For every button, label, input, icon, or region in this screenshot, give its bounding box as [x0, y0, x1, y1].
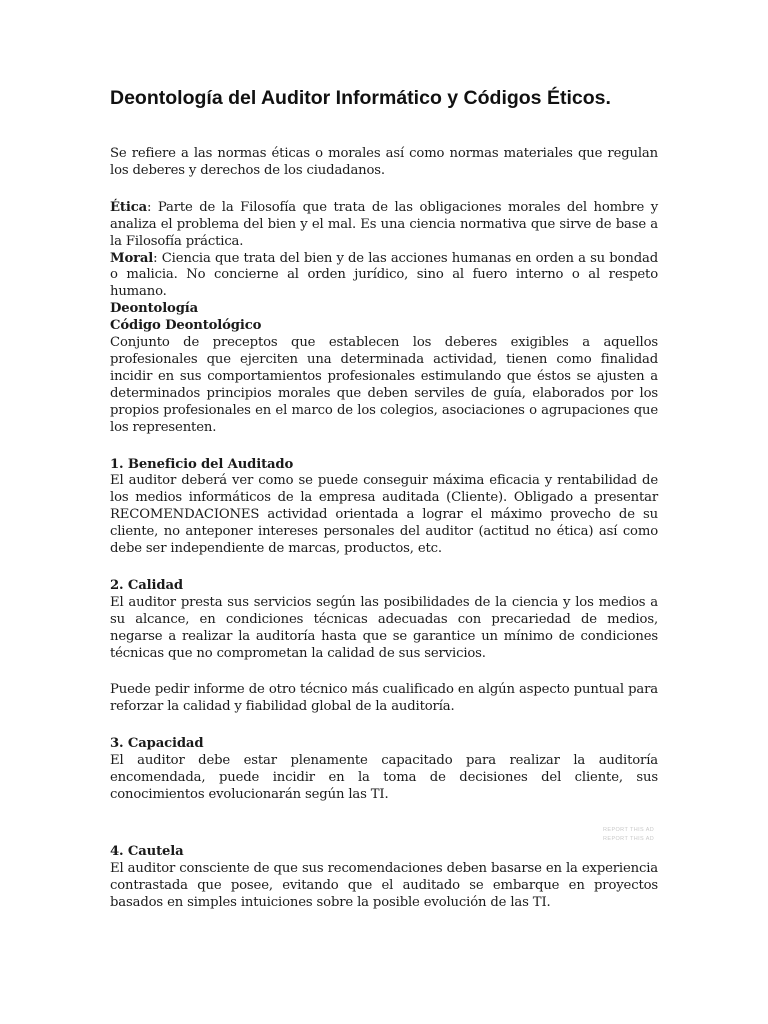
- document-page: [110, 85, 658, 912]
- deontologia-heading: Deontología: [110, 301, 199, 317]
- report-ad-link[interactable]: REPORT THIS AD: [603, 836, 655, 842]
- moral-text: : Ciencia que trata del bien y de las acciones humanas en orden a su bondad o malicia. No concierne al orden jurídico, sino al fuero interno o al respeto humano.: [110, 250, 658, 300]
- etica-term: Ética: [110, 199, 147, 215]
- moral-definition: [110, 251, 658, 302]
- codigo-paragraph: Conjunto de preceptos que establecen los deberes exigibles a aquellos profesionales que ejerciten una determinada actividad, tienen como finalidad incidir en sus comportamientos profesionales estimulando que éstos se ajusten a determinados principios morales que deben serviles de guía, elaborados por los propios profesionales en el marco de los colegios, asociaciones o agrupaciones que los representen.: [110, 335, 658, 435]
- section-paragraph: Puede pedir informe de otro técnico más cualificado en algún aspecto puntual para reforzar la calidad y fiabilidad global de la auditoría.: [110, 682, 658, 715]
- section-beneficio: [110, 457, 658, 558]
- section-heading: 3. Capacidad: [110, 736, 204, 752]
- moral-term: Moral: [110, 250, 154, 266]
- report-ad-link[interactable]: REPORT THIS AD: [603, 827, 655, 833]
- document-title: Deontología del Auditor Informático y Códigos Éticos.: [110, 87, 611, 109]
- section-paragraph: El auditor consciente de que sus recomendaciones deben basarse en la experiencia contrastada que posee, evitando que el auditado se embarque en proyectos basados en simples intuiciones sobre la posible evolución de las TI.: [110, 860, 658, 910]
- section-paragraph: El auditor debe estar plenamente capacitado para realizar la auditoría encomendada, puede incidir en la toma de decisiones del cliente, sus conocimientos evolucionarán según las TI.: [110, 753, 658, 802]
- section-paragraph: El auditor deberá ver como se puede conseguir máxima eficacia y rentabilidad de los medios informáticos de la empresa auditada (Cliente). Obligado a presentar RECOMENDACIONES actividad orientada a lograr el máximo provecho de su cliente, no anteponer intereses personales del auditor (actitud no ética) así como debe ser independiente de marcas, productos, etc.: [110, 473, 658, 557]
- etica-definition: [110, 200, 658, 251]
- document-body: [110, 146, 658, 912]
- section-capacidad: [110, 736, 658, 804]
- codigo-heading: Código Deontológico: [110, 318, 262, 334]
- section-calidad: [110, 578, 658, 716]
- section-heading: 2. Calidad: [110, 577, 183, 593]
- section-heading: 1. Beneficio del Auditado: [110, 456, 294, 472]
- section-cautela: [110, 844, 658, 912]
- section-paragraph: El auditor presta sus servicios según las posibilidades de la ciencia y los medios a su alcance, en condiciones técnicas adecuadas con precariedad de medios, negarse a realizar la auditoría hasta que se garantice un mínimo de condiciones técnicas que no comprometan la calidad de sus servicios.: [110, 594, 658, 661]
- etica-text: : Parte de la Filosofía que trata de las obligaciones morales del hombre y analiza el problema del bien y el mal. Es una ciencia normativa que sirve de base a la Filosofía práctica.: [110, 199, 658, 249]
- report-ad-links: [603, 826, 654, 844]
- intro-paragraph: Se refiere a las normas éticas o morales así como normas materiales que regulan los deberes y derechos de los ciudadanos.: [110, 146, 658, 178]
- section-heading: 4. Cautela: [110, 843, 184, 859]
